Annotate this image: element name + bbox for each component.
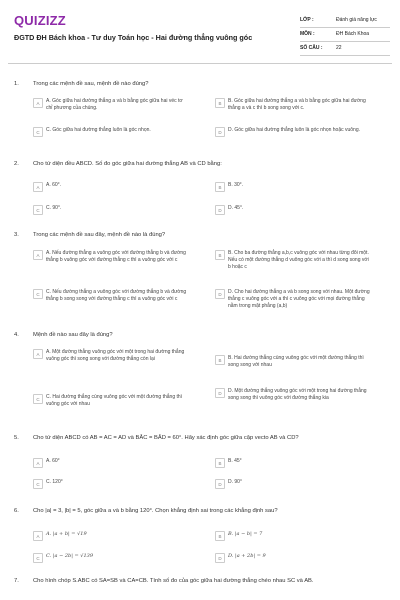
option-c[interactable]: [33, 127, 188, 137]
option-text: B. 30°.: [228, 182, 244, 188]
option-text: C. Góc giữa hai đường thẳng luôn là góc nhọn.: [46, 127, 151, 133]
meta-key: MÔN :: [300, 31, 315, 37]
option-text: C. |a − 2b| = √139: [46, 553, 94, 559]
option-text: C. Nếu đường thẳng a vuông góc với đường thẳng b và đường thẳng b song song với đường thẳng c thì a vuông góc với c: [46, 289, 187, 302]
option-letter-box: A: [33, 250, 43, 260]
option-letter-box: B: [215, 355, 225, 365]
option-text: C. Hai đường thẳng cùng vuông góc với một đường thẳng thì vuông góc với nhau: [46, 394, 183, 407]
meta-row-subject: [300, 28, 390, 42]
option-letter-box: B: [215, 458, 225, 468]
option-letter-box: C: [33, 479, 43, 489]
option-letter-box: D: [215, 553, 225, 563]
page-title: ĐGTD ĐH Bách khoa - Tư duy Toán học - Hai đường thẳng vuông góc: [14, 33, 253, 42]
option-letter-box: C: [33, 394, 43, 404]
option-letter-box: D: [215, 127, 225, 137]
option-text: C. 120°: [46, 479, 63, 485]
option-text: A. Một đường thẳng vuông góc với một trong hai đường thẳng vuông góc thì song song với đường thẳng còn lại: [46, 349, 185, 362]
option-d[interactable]: [215, 479, 370, 489]
option-a[interactable]: [33, 182, 188, 192]
option-letter-box: A: [33, 458, 43, 468]
option-b[interactable]: [215, 98, 370, 112]
option-letter-box: B: [215, 98, 225, 108]
option-text: A. Nếu đường thẳng a vuông góc với đường thẳng b và đường thẳng b vuông góc với đường thẳng c thì a vuông góc với c: [46, 250, 186, 263]
quizizz-logo: QUIZIZZ: [14, 13, 66, 28]
question-text: Cho hình chóp S.ABC có SA=SB và CA=CB. Tính số đo của góc giữa hai đường thẳng chéo nhau SC và AB.: [33, 578, 314, 584]
option-text: A. 60°: [46, 458, 60, 464]
option-a[interactable]: [33, 349, 188, 363]
option-text: D. 45°.: [228, 205, 244, 211]
option-a[interactable]: [33, 531, 188, 541]
option-text: B. Hai đường thẳng cùng vuông góc với một đường thẳng thì song song với nhau: [228, 355, 364, 368]
meta-table: [300, 14, 390, 56]
option-letter-box: A: [33, 349, 43, 359]
question-text: Cho tứ diện ABCD có AB = AC = AD và BÂC = BÂD = 60°. Hãy xác định góc giữa cặp vecto AB và CD?: [33, 435, 299, 441]
option-a[interactable]: [33, 250, 188, 264]
option-text: B. Cho ba đường thẳng a,b,c vuông góc với nhau từng đôi một. Nếu có một đường thẳng d vuông góc với a thì d song song với b hoặc c: [228, 250, 369, 270]
option-letter-box: C: [33, 289, 43, 299]
header-divider: [8, 63, 392, 64]
option-letter-box: D: [215, 479, 225, 489]
option-text: D. Một đường thẳng vuông góc với một trong hai đường thẳng song song thì vuông góc với đường thẳng kia: [228, 388, 367, 401]
option-b[interactable]: [215, 250, 370, 271]
meta-key: LỚP :: [300, 17, 314, 23]
meta-row-class: [300, 14, 390, 28]
option-letter-box: D: [215, 205, 225, 215]
option-text: A. 60°.: [46, 182, 62, 188]
option-d[interactable]: [215, 388, 370, 402]
question-text: Mệnh đề nào sau đây là đúng?: [33, 332, 113, 338]
option-text: B. 45°: [228, 458, 242, 464]
question-text: Cho |a| = 3, |b| = 5, góc giữa a và b bằng 120°. Chọn khẳng định sai trong các khẳng định sau?: [33, 508, 278, 514]
option-letter-box: D: [215, 289, 225, 299]
option-c[interactable]: [33, 479, 188, 489]
option-letter-box: A: [33, 531, 43, 541]
option-letter-box: A: [33, 182, 43, 192]
option-letter-box: C: [33, 553, 43, 563]
option-c[interactable]: [33, 394, 188, 408]
option-letter-box: B: [215, 250, 225, 260]
question-number: 3.: [14, 232, 19, 238]
option-d[interactable]: [215, 553, 370, 563]
question-text: Trong các mệnh đề sau đây, mệnh đề nào là đúng?: [33, 232, 166, 238]
option-text: A. Góc giữa hai đường thẳng a và b bằng góc giữa hai véc tơ chỉ phương của chúng.: [46, 98, 183, 111]
option-c[interactable]: [33, 553, 188, 563]
option-text: D. Góc giữa hai đường thẳng luôn là góc nhọn hoặc vuông.: [228, 127, 361, 133]
question-number: 6.: [14, 508, 19, 514]
option-text: C. 90°.: [46, 205, 62, 211]
option-letter-box: D: [215, 388, 225, 398]
option-text: B. |a − b| = 7: [228, 531, 263, 537]
question-number: 7.: [14, 578, 19, 584]
option-d[interactable]: [215, 289, 370, 310]
option-b[interactable]: [215, 182, 370, 192]
meta-value: ĐH Bách Khoa: [336, 31, 370, 37]
meta-value: Đánh giá năng lực: [336, 17, 377, 23]
option-b[interactable]: [215, 531, 370, 541]
meta-row-count: [300, 42, 390, 56]
question-number: 1.: [14, 81, 19, 87]
question-number: 4.: [14, 332, 19, 338]
option-a[interactable]: [33, 98, 188, 112]
option-letter-box: B: [215, 182, 225, 192]
meta-key: SỐ CÂU :: [300, 45, 323, 51]
page-header: [0, 0, 400, 62]
option-text: B. Góc giữa hai đường thẳng a và b bằng góc giữa hai đường thẳng a và c thì b song song với c.: [228, 98, 366, 111]
question-text: Trong các mệnh đề sau, mệnh đề nào đúng?: [33, 81, 149, 87]
option-letter-box: C: [33, 205, 43, 215]
option-text: D. 90°: [228, 479, 242, 485]
question-number: 2.: [14, 161, 19, 167]
option-text: D. Cho hai đường thẳng a và b song song với nhau. Một đường thẳng c vuông góc với a thì c vuông góc với mọi đường thẳng nằm trong mặt phẳng (a,b): [228, 289, 370, 309]
option-a[interactable]: [33, 458, 188, 468]
question-text: Cho tứ diện đều ABCD. Số đo góc giữa hai đường thẳng AB và CD bằng:: [33, 161, 222, 167]
option-b[interactable]: [215, 355, 370, 369]
option-c[interactable]: [33, 289, 188, 303]
meta-value: 22: [336, 45, 342, 51]
option-text: D. |a + 2b| = 9: [228, 553, 266, 559]
option-d[interactable]: [215, 205, 370, 215]
option-letter-box: C: [33, 127, 43, 137]
option-d[interactable]: [215, 127, 370, 137]
option-letter-box: A: [33, 98, 43, 108]
question-number: 5.: [14, 435, 19, 441]
option-letter-box: B: [215, 531, 225, 541]
option-b[interactable]: [215, 458, 370, 468]
option-c[interactable]: [33, 205, 188, 215]
option-text: A. |a + b| = √19: [46, 531, 87, 537]
